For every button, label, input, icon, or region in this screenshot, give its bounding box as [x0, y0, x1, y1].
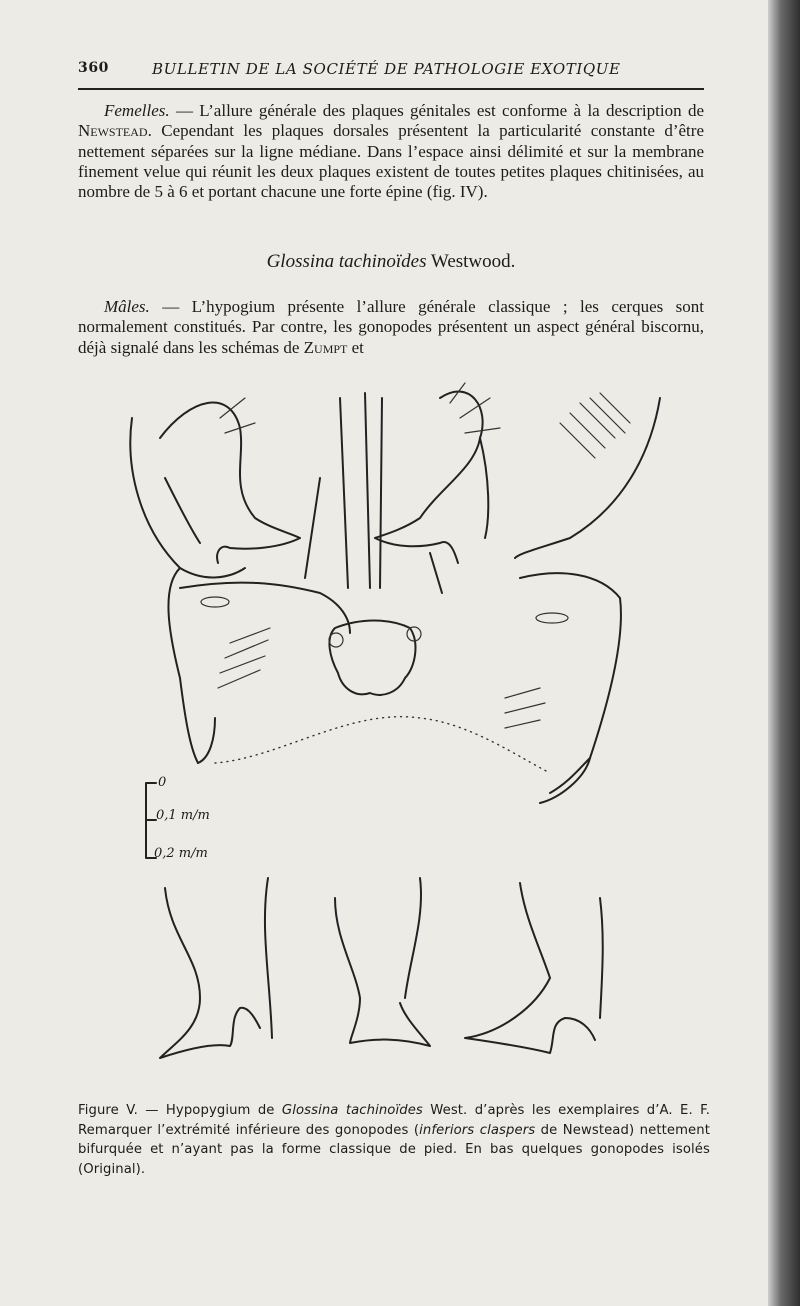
scale-label-0: 0 [158, 775, 167, 790]
paragraph-text: . Cependant les plaques dorsales présentent la particularité constante d’être nettement séparées sur la ligne médiane. Dans l’espace ainsi délimité et sur la membrane finement velue qui réunit les deux plaques existent de toutes petites plaques chitinisées, au nombre de 5 à 6 et portant chacune une forte épine (fig. IV). [78, 121, 704, 202]
caption-label: Figure V. — Hypopygium de [78, 1103, 282, 1118]
figure-caption [78, 1101, 710, 1179]
caption-species: Glossina tachinoïdes [281, 1103, 423, 1118]
author-name: Newstead [78, 121, 148, 141]
species-heading [78, 251, 704, 273]
paragraph-femelles [78, 101, 704, 202]
page-edge-shadow [768, 0, 800, 1306]
scale-label-2: 0,2 m/m [154, 846, 208, 861]
paragraph-lead: Mâles. [104, 297, 150, 316]
paragraph-text: — L’allure générale des plaques génitales est conforme à la description de [169, 101, 704, 120]
paragraph-text: — L’hypogium présente l’allure générale classique ; les cerques sont normalement constitués. Par contre, les gonopodes présentent un aspect général biscornu, déjà signalé dans les schémas de [78, 297, 704, 357]
paragraph-males [78, 297, 704, 358]
species-name: Glossina tachinoïdes [266, 251, 427, 272]
species-author: Westwood. [426, 251, 516, 272]
paragraph-text: et [347, 337, 364, 357]
isolated-gonopods-illustration [160, 878, 603, 1058]
paragraph-lead: Femelles. [104, 101, 170, 120]
caption-term: inferiors claspers [419, 1122, 536, 1138]
scale-bar [140, 775, 240, 865]
hypopygium-drawing [120, 378, 680, 1078]
upper-hypopygium-illustration [130, 383, 660, 803]
header-rule [78, 88, 704, 90]
author-name: Zumpt [303, 337, 348, 357]
page-number: 360 [78, 60, 110, 76]
caption-text: West. d’après les exemplaires d’A. E. F. Remarquer l’extrémité inférieure des gonopodes ( [78, 1103, 710, 1138]
scale-label-1: 0,1 m/m [156, 808, 210, 823]
caption-text: de Newstead) nettement bifurquée et n’ayant pas la forme classique de pied. En bas quelques gonopodes isolés (Original). [78, 1122, 710, 1177]
running-title: BULLETIN DE LA SOCIÉTÉ DE PATHOLOGIE EXOTIQUE [152, 60, 621, 78]
